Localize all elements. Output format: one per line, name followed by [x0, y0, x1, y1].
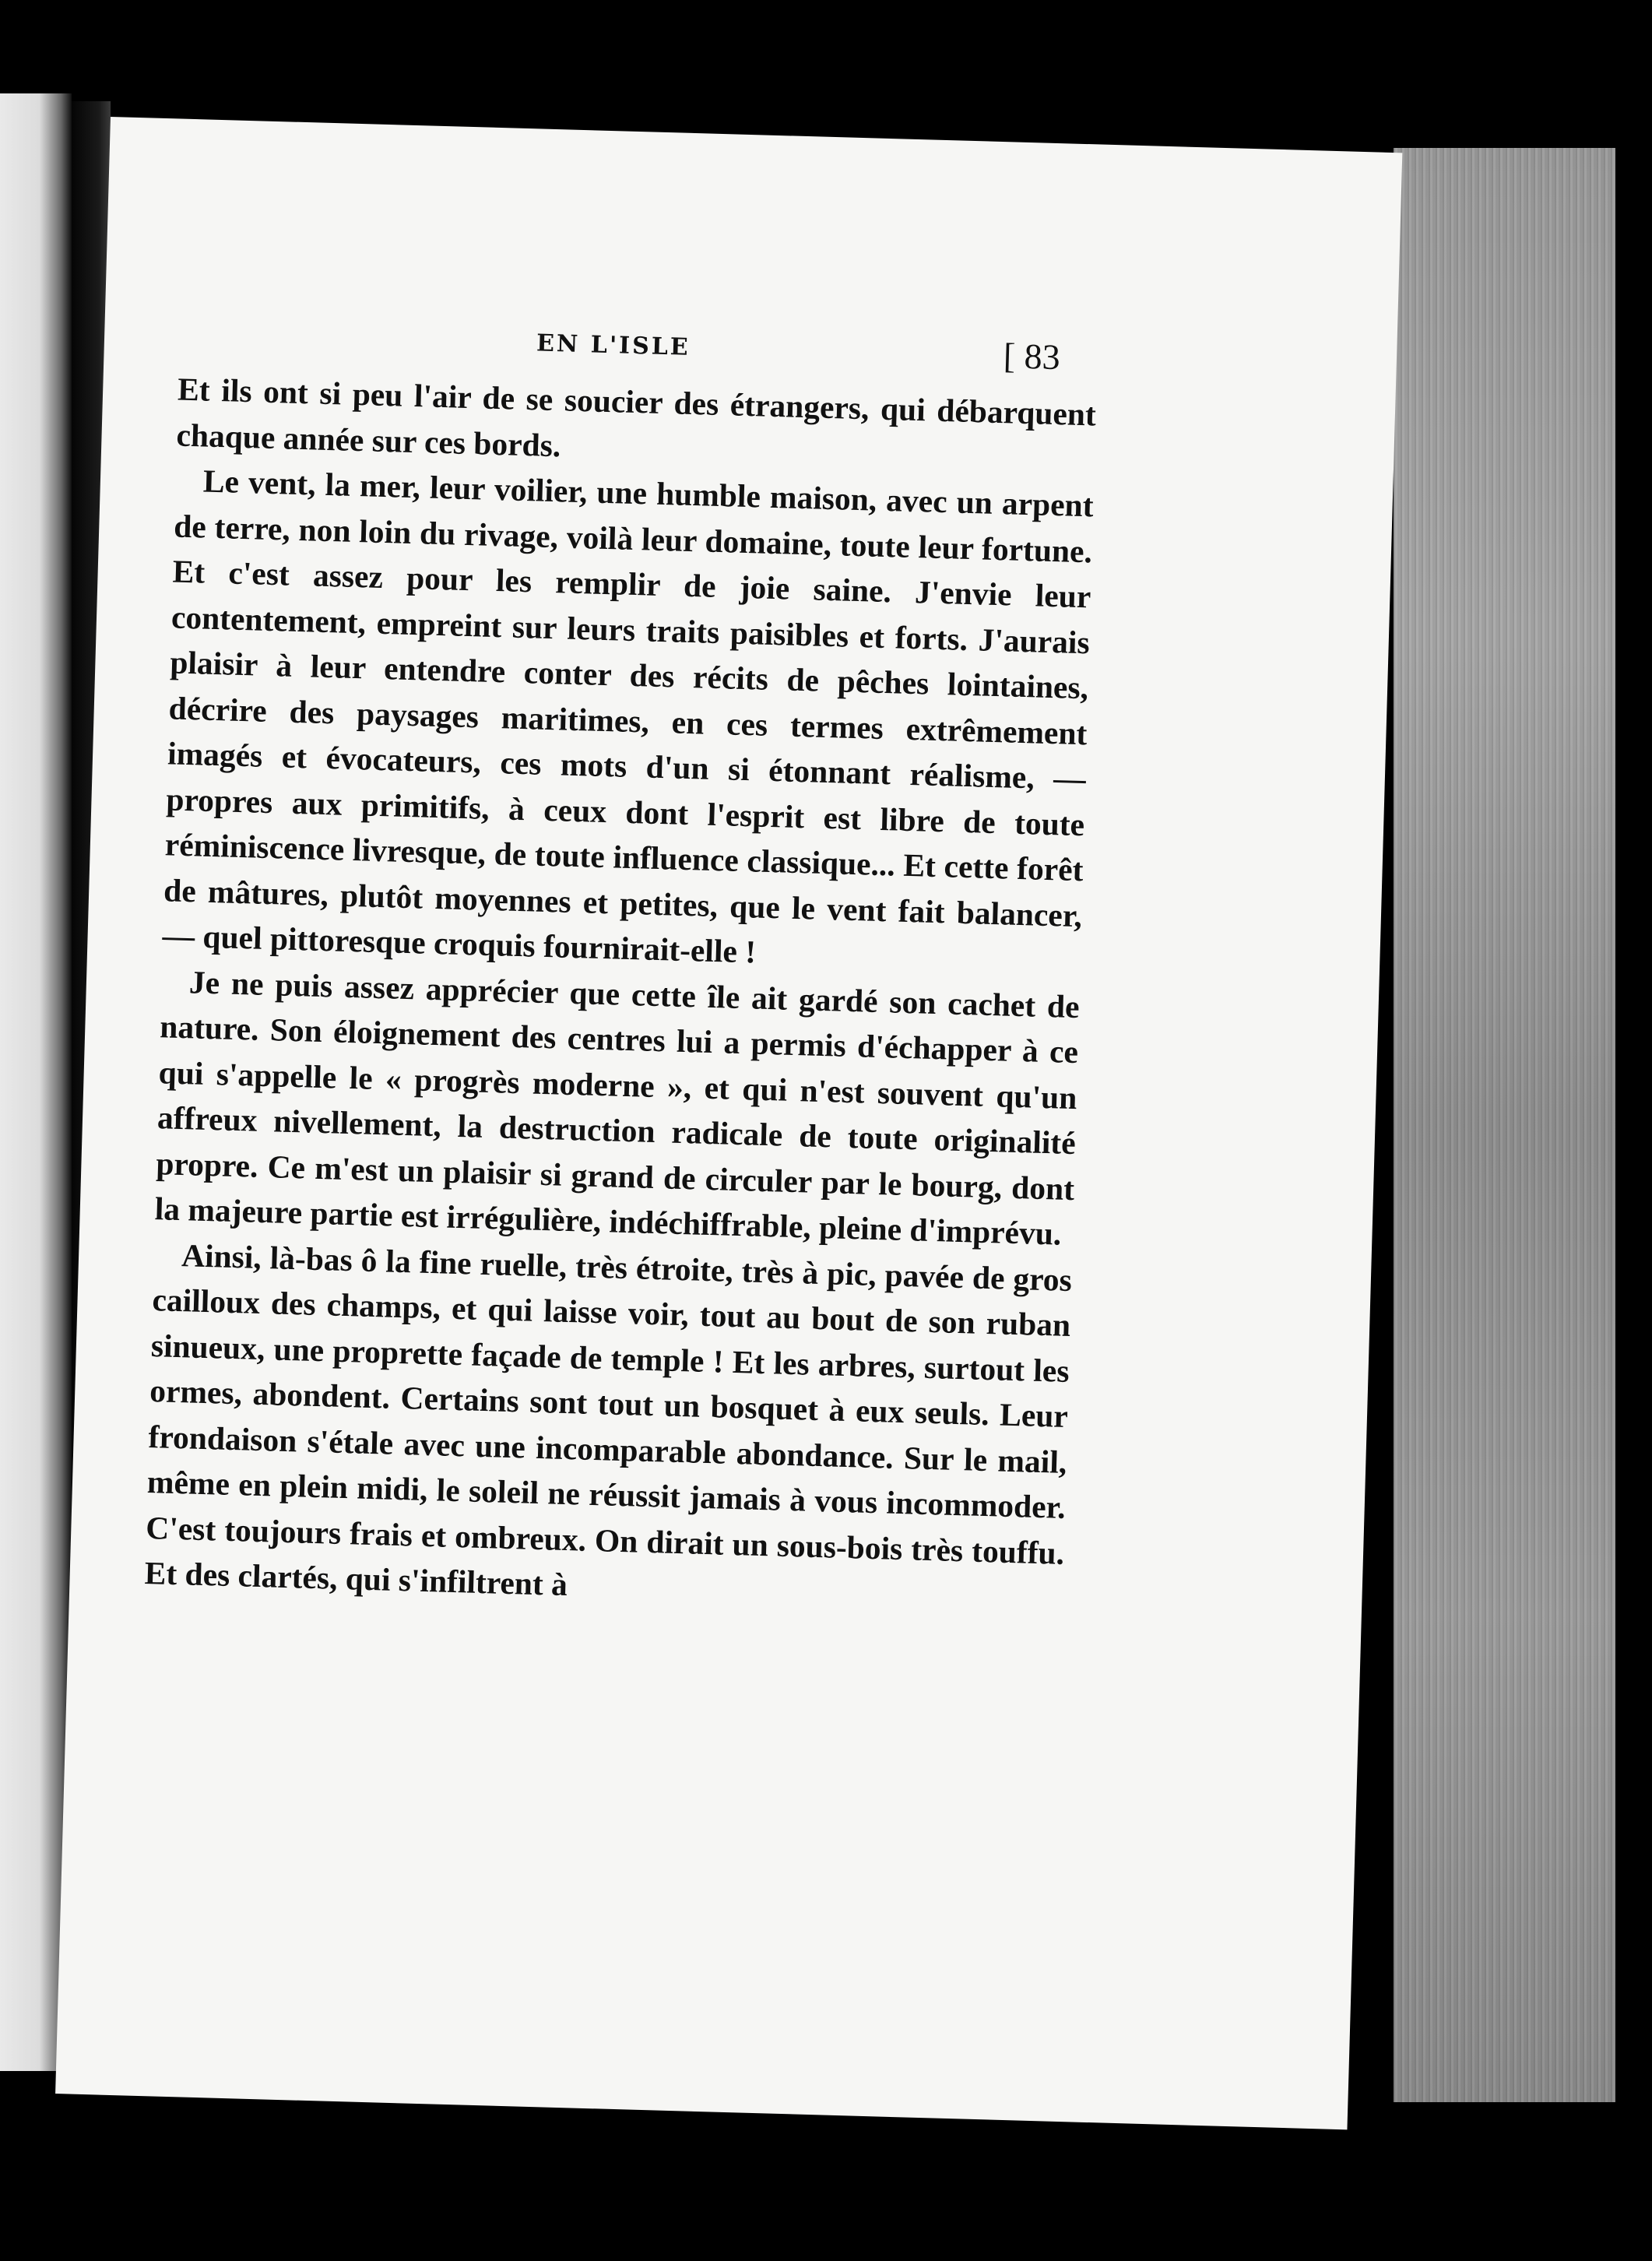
- book-page: [55, 117, 1402, 2129]
- page-body: [144, 367, 1097, 1622]
- previous-page-edge: [0, 93, 72, 2071]
- paragraph-continuation: Et ils ont si peu l'air de se soucier des étrangers, qui débarquent chaque année sur ces bords.: [175, 371, 1097, 463]
- paragraph: Le vent, la mer, leur voilier, une humble maison, avec un arpent de terre, non loin du rivage, voilà leur domaine, toute leur fortune. Et c'est assez pour les remplir de joie saine. J'envie leur contentement, empreint sur leurs traits paisibles et forts. J'aurais plaisir à leur entendre conter des récits de pêches lointaines, décrire des paysages maritimes, en ces termes extrêmement imagés et évocateurs, ces mots d'un si étonnant réalisme, — propres aux primitifs, à ceux dont l'esprit est libre de toute réminiscence livresque, de toute influence classique... Et cette forêt de mâtures, plutôt moyennes et petites, que le vent fait balancer, — quel pittoresque croquis fournirait-elle !: [162, 462, 1095, 970]
- page-stack-fore-edge: [1394, 148, 1615, 2102]
- paragraph: Ainsi, là-bas ô la fine ruelle, très étroite, très à pic, pavée de gros cailloux des champs, et qui laisse voir, tout au bout de son ruban sinueux, une proprette façade de temple ! Et les arbres, surtout les ormes, abondent. Certains sont tout un bosquet à eux seuls. Leur frondaison s'étale avec une incomparable abondance. Sur le mail, même en plein midi, le soleil ne réussit jamais à vous incommoder. C'est toujours frais et ombreux. On dirait un sous-bois très touffu. Et des clartés, qui s'infiltrent à: [144, 1236, 1073, 1603]
- running-title: EN L'ISLE: [536, 329, 691, 361]
- page-number: [ 83: [1003, 336, 1061, 378]
- paragraph: Je ne puis assez apprécier que cette île ait gardé son cachet de nature. Son éloignement des centres lui a permis d'échapper à ce qui s'appelle le « progrès moderne », et qui n'est souvent qu'un affreux nivellement, la destruction radicale de toute originalité propre. Ce m'est un plaisir si grand de circuler par le bourg, dont la majeure partie est irrégulière, indéchiffrable, pleine d'imprévu.: [154, 963, 1081, 1252]
